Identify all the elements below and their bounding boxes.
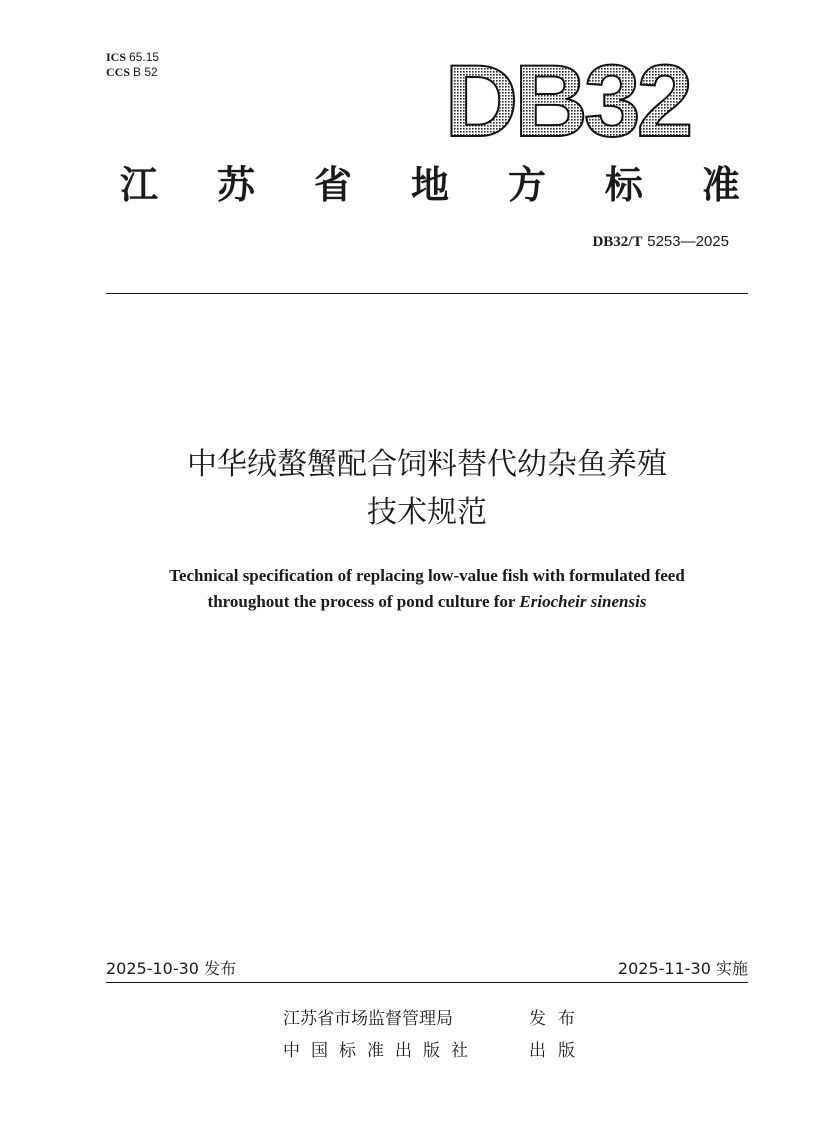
issue-date: 2025-10-30 发布	[106, 959, 237, 978]
issuers-block	[283, 1003, 587, 1067]
standard-type-char: 准	[701, 163, 740, 207]
issuer-row	[283, 1035, 587, 1067]
standard-number	[592, 231, 729, 252]
date-row	[106, 958, 748, 980]
ccs-value: B 52	[133, 65, 158, 79]
issuing-authority: 江苏省市场监督管理局	[283, 1009, 453, 1029]
db32-logo	[442, 50, 692, 145]
chinese-title	[106, 441, 748, 537]
publishing-action: 出版	[529, 1041, 587, 1061]
ics-code	[106, 50, 159, 65]
standard-type-char: 苏	[216, 163, 255, 207]
standard-type-char: 江	[120, 163, 159, 207]
chinese-title-line-1: 中华绒螯蟹配合饲料替代幼杂鱼养殖	[187, 447, 667, 482]
english-title-line-2	[106, 589, 748, 615]
issuer-row	[283, 1003, 587, 1035]
standard-type-heading	[120, 160, 740, 210]
standard-number-value: 5253—2025	[647, 233, 729, 250]
ccs-label: CCS	[106, 65, 131, 79]
implementation-date: 2025-11-30 实施	[617, 959, 748, 978]
ics-value: 65.15	[129, 50, 160, 64]
logo-text: DB32	[444, 50, 690, 145]
english-title-line-2-text: throughout the process of pond culture for	[207, 592, 516, 611]
standard-type-char: 地	[410, 163, 449, 207]
top-divider	[106, 293, 748, 294]
issuing-action: 发布	[529, 1009, 587, 1029]
ics-label: ICS	[106, 50, 127, 64]
species-name: Eriocheir sinensis	[519, 592, 647, 611]
classification-codes	[106, 50, 159, 80]
chinese-title-line-2: 技术规范	[367, 495, 487, 530]
standard-type-char: 省	[313, 163, 352, 207]
publisher: 中国标准出版社	[283, 1041, 479, 1061]
english-title	[106, 563, 748, 615]
standard-number-prefix: DB32/T	[592, 234, 643, 250]
ccs-code	[106, 65, 159, 80]
standard-type-char: 方	[507, 163, 546, 207]
english-title-line-1: Technical specification of replacing low-value fish with formulated feed	[169, 566, 685, 585]
bottom-divider	[106, 982, 748, 983]
standard-type-char: 标	[604, 163, 643, 207]
